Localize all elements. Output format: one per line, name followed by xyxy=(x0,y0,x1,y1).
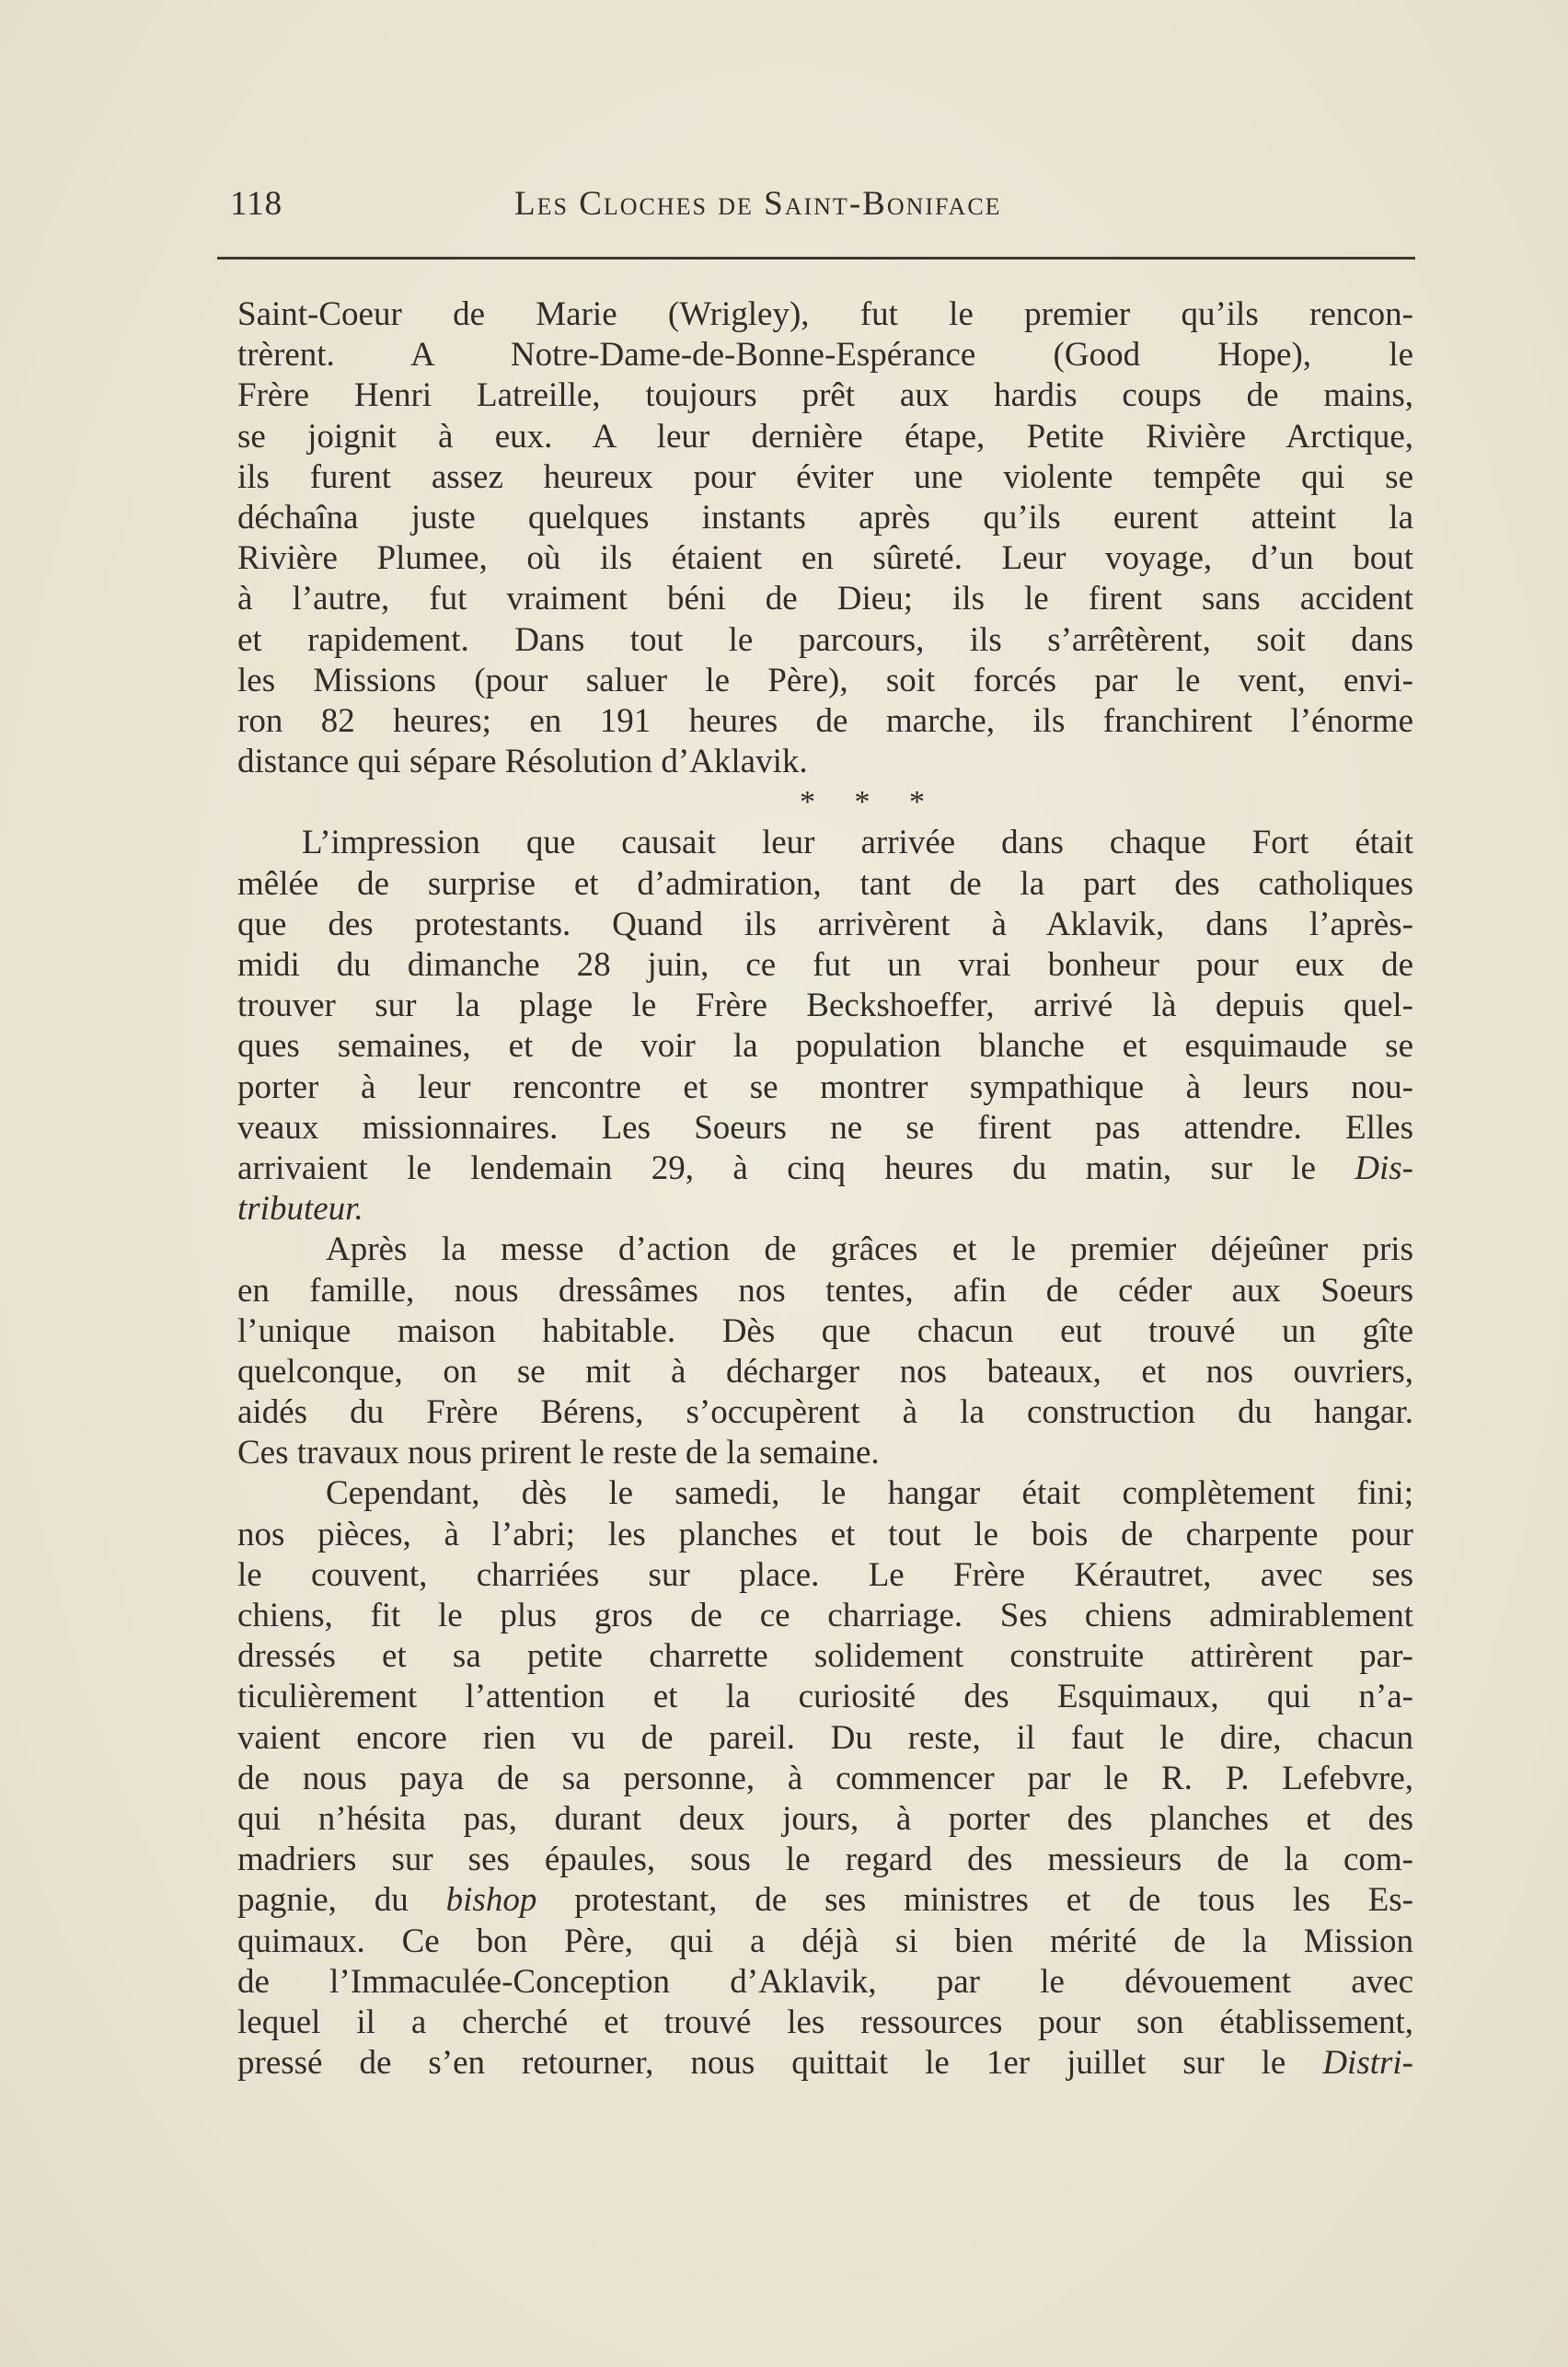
text-line: déchaîna juste quelques instants après qu’ils eurent atteint la xyxy=(237,498,1413,537)
text-line: le couvent, charriées sur place. Le Frère Kérautret, avec ses xyxy=(237,1555,1413,1594)
text-line: L’impression que causait leur arrivée dans chaque Fort était xyxy=(302,824,1413,862)
text-line: les Missions (pour saluer le Père), soit forcés par le vent, envi- xyxy=(237,661,1413,699)
text-line: aidés du Frère Bérens, s’occupèrent à la construction du hangar. xyxy=(237,1393,1413,1432)
text-line: tributeur. xyxy=(237,1190,363,1229)
text-line: mêlée de surprise et d’admiration, tant de la part des catholiques xyxy=(237,864,1413,903)
section-separator: * * * xyxy=(800,785,925,820)
text-line: et rapidement. Dans tout le parcours, ils s’arrêtèrent, soit dans xyxy=(237,620,1413,659)
text-line: vaient encore rien vu de pareil. Du reste, il faut le dire, chacun xyxy=(237,1718,1413,1757)
text-line: Frère Henri Latreille, toujours prêt aux hardis coups de mains, xyxy=(237,376,1413,415)
header-rule xyxy=(217,257,1415,260)
text-line: qui n’hésita pas, durant deux jours, à porter des planches et des xyxy=(237,1799,1413,1838)
text-line: Après la messe d’action de grâces et le premier déjeûner pris xyxy=(326,1230,1413,1269)
text-line: ron 82 heures; en 191 heures de marche, ils franchirent l’énorme xyxy=(237,701,1413,740)
text-line: Cependant, dès le samedi, le hangar était complètement fini; xyxy=(326,1474,1413,1513)
text-line: trouver sur la plage le Frère Beckshoeffer, arrivé là depuis quel- xyxy=(237,987,1413,1025)
text-line: quimaux. Ce bon Père, qui a déjà si bien mérité de la Mission xyxy=(237,1922,1413,1960)
text-line: nos pièces, à l’abri; les planches et tout le bois de charpente pour xyxy=(237,1515,1413,1553)
text-line: veaux missionnaires. Les Soeurs ne se firent pas attendre. Elles xyxy=(237,1108,1413,1147)
text-line: ques semaines, et de voir la population blanche et esquimaude se xyxy=(237,1027,1413,1066)
text-line: de nous paya de sa personne, à commencer par le R. P. Lefebvre, xyxy=(237,1759,1413,1797)
text-line: midi du dimanche 28 juin, ce fut un vrai bonheur pour eux de xyxy=(237,946,1413,984)
text-line: ils furent assez heureux pour éviter une violente tempête qui se xyxy=(237,457,1413,496)
text-line: en famille, nous dressâmes nos tentes, afin de céder aux Soeurs xyxy=(237,1271,1413,1310)
text-line: Ces travaux nous prirent le reste de la semaine. xyxy=(237,1434,880,1472)
text-line: ticulièrement l’attention et la curiosité des Esquimaux, qui n’a- xyxy=(237,1678,1413,1716)
text-line: de l’Immaculée-Conception d’Aklavik, par le dévouement avec xyxy=(237,1962,1413,2001)
text-line: Rivière Plumee, où ils étaient en sûreté. Leur voyage, d’un bout xyxy=(237,539,1413,578)
text-line: porter à leur rencontre et se montrer sympathique à leurs nou- xyxy=(237,1068,1413,1106)
text-line: à l’autre, fut vraiment béni de Dieu; ils le firent sans accident xyxy=(237,580,1413,618)
text-line: lequel il a cherché et trouvé les ressources pour son établissement, xyxy=(237,2003,1413,2041)
text-line: pagnie, du bishop protestant, de ses ministres et de tous les Es- xyxy=(237,1881,1414,1920)
text-line: distance qui sépare Résolution d’Aklavik. xyxy=(237,743,808,781)
text-line: quelconque, on se mit à décharger nos bateaux, et nos ouvriers, xyxy=(237,1352,1413,1391)
text-line: Saint-Coeur de Marie (Wrigley), fut le premier qu’ils rencon- xyxy=(237,295,1413,333)
text-line: dressés et sa petite charrette solidement construite attirèrent par- xyxy=(237,1637,1413,1676)
running-title: Les Cloches de Saint-Boniface xyxy=(514,185,1002,223)
text-line: que des protestants. Quand ils arrivèrent à Aklavik, dans l’après- xyxy=(237,905,1413,943)
text-line: se joignit à eux. A leur dernière étape, Petite Rivière Arctique, xyxy=(237,417,1413,456)
page-number: 118 xyxy=(230,185,283,223)
text-line: chiens, fit le plus gros de ce charriage. Ses chiens admirablement xyxy=(237,1597,1413,1634)
body-text xyxy=(237,294,1413,2084)
text-line: pressé de s’en retourner, nous quittait le 1er juillet sur le Distri- xyxy=(237,2044,1413,2083)
text-line: trèrent. A Notre-Dame-de-Bonne-Espérance (Good Hope), le xyxy=(237,336,1413,375)
text-line: l’unique maison habitable. Dès que chacun eut trouvé un gîte xyxy=(237,1311,1413,1350)
page-header xyxy=(217,184,1415,236)
text-line: madriers sur ses épaules, sous le regard des messieurs de la com- xyxy=(237,1841,1413,1879)
text-line: arrivaient le lendemain 29, à cinq heures du matin, sur le Dis- xyxy=(237,1149,1413,1187)
